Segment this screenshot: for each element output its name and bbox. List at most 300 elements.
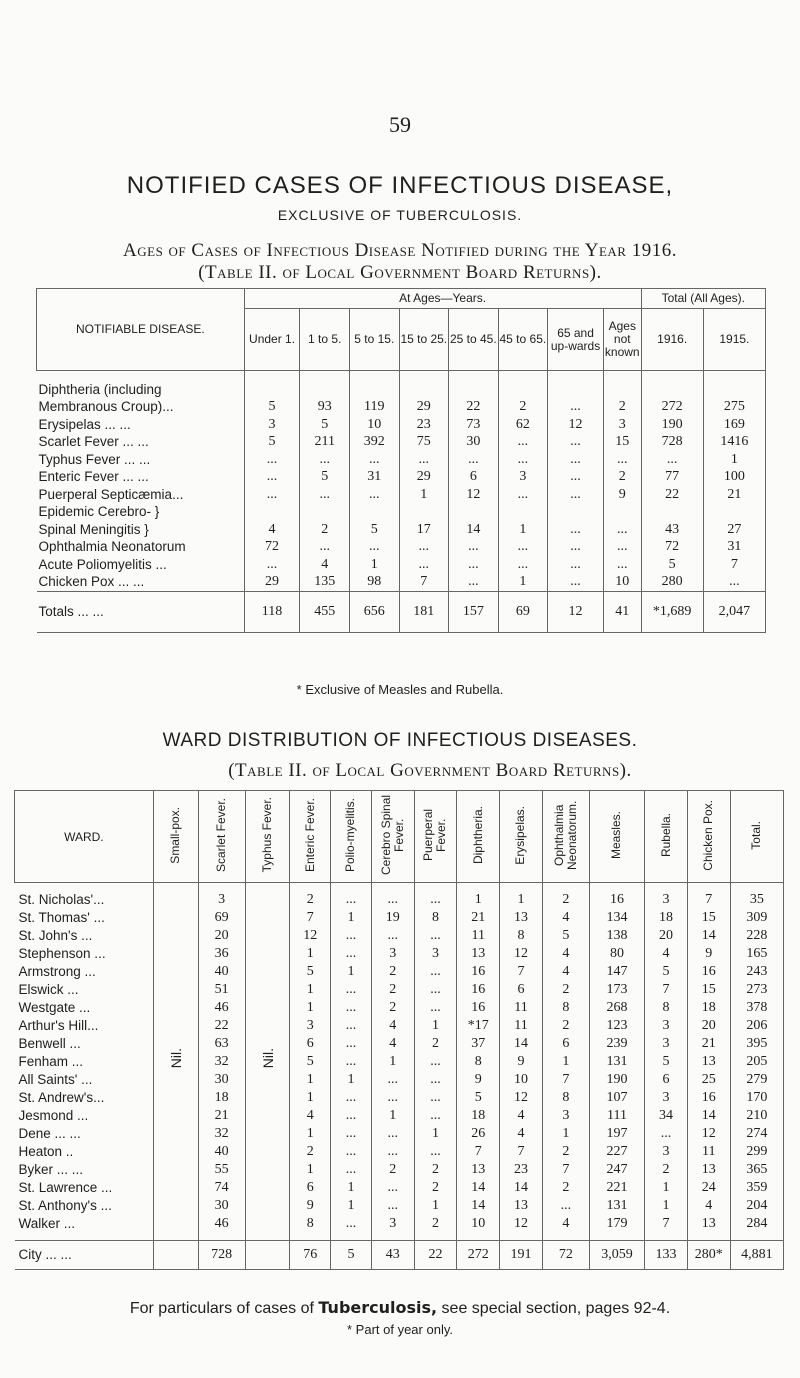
table-cell: 7 — [500, 963, 543, 981]
table-cell: ... — [414, 1143, 457, 1161]
table-cell: 11 — [500, 999, 543, 1017]
table-cell: 275 — [703, 398, 765, 416]
table-cell: 6 — [645, 1071, 688, 1089]
table-row — [15, 1125, 784, 1143]
ward-name: All Saints' ... — [15, 1071, 154, 1089]
table-cell: ... — [548, 538, 604, 556]
header-col-label: Enteric Fever. — [302, 797, 317, 873]
header-col-3 — [290, 791, 331, 883]
table-cell: ... — [331, 1089, 372, 1107]
table-cell: 10 — [603, 573, 641, 591]
table-cell: 12 — [500, 1215, 543, 1233]
table-cell: 6 — [449, 468, 499, 486]
table-cell: ... — [300, 538, 350, 556]
table-cell: ... — [331, 999, 372, 1017]
header-col-label: Rubella. — [658, 812, 673, 858]
table-cell — [603, 503, 641, 521]
table-cell: 1 — [645, 1179, 688, 1197]
table-cell: 73 — [449, 416, 499, 434]
ward-name: Jesmond ... — [15, 1107, 154, 1125]
ages-table — [36, 288, 766, 633]
table-cell: ... — [331, 1215, 372, 1233]
table2-caption-line2: (Table II. of Local Government Board Returns). — [228, 760, 632, 781]
table-cell: 4 — [244, 521, 300, 539]
table-cell: ... — [331, 891, 372, 909]
table-cell: 7 — [500, 1143, 543, 1161]
table-cell: 8 — [645, 999, 688, 1017]
table-cell: 2 — [290, 1143, 331, 1161]
ward-name: Stephenson ... — [15, 945, 154, 963]
table-cell: ... — [331, 945, 372, 963]
totals-cell: 455 — [300, 591, 350, 632]
table-row — [37, 556, 766, 574]
table-cell: ... — [300, 486, 350, 504]
table-cell: 15 — [603, 433, 641, 451]
table-cell — [449, 503, 499, 521]
totals-cell: 41 — [603, 591, 641, 632]
table-cell: 14 — [457, 1197, 500, 1215]
table-cell: 123 — [589, 1017, 644, 1035]
table-cell — [300, 503, 350, 521]
table-cell: 12 — [500, 1089, 543, 1107]
header-col-6 — [414, 791, 457, 883]
table-row — [15, 1089, 784, 1107]
footer-suffix: see special section, pages 92-4. — [441, 1300, 671, 1317]
table-cell — [603, 381, 641, 399]
table-cell: 272 — [641, 398, 703, 416]
table-cell: 197 — [589, 1125, 644, 1143]
table-cell: 18 — [687, 999, 730, 1017]
totals-cell: 69 — [498, 591, 548, 632]
nil-label: Nil. — [167, 1048, 184, 1069]
table-cell: 1 — [414, 1125, 457, 1143]
table-cell: 12 — [449, 486, 499, 504]
table-cell: 2 — [498, 398, 548, 416]
table-cell: ... — [414, 981, 457, 999]
table-cell: 165 — [730, 945, 783, 963]
table-cell: ... — [414, 891, 457, 909]
table-cell: 18 — [198, 1089, 245, 1107]
header-col-1 — [198, 791, 245, 883]
table-cell: 2 — [371, 1161, 414, 1179]
table-cell: ... — [449, 451, 499, 469]
table-cell: 8 — [457, 1053, 500, 1071]
table-cell: 279 — [730, 1071, 783, 1089]
ward-name: Arthur's Hill... — [15, 1017, 154, 1035]
header-ward: WARD. — [15, 791, 154, 883]
ward-table — [14, 790, 784, 1270]
totals-cell: 157 — [449, 591, 499, 632]
ward-name: Benwell ... — [15, 1035, 154, 1053]
table-cell: 25 — [687, 1071, 730, 1089]
table-row — [15, 1179, 784, 1197]
table-cell: 22 — [198, 1017, 245, 1035]
ward-name: St. Lawrence ... — [15, 1179, 154, 1197]
table-row — [15, 1035, 784, 1053]
header-age-6: 65 and up-wards — [548, 309, 604, 371]
table-cell: ... — [244, 556, 300, 574]
table-cell — [703, 503, 765, 521]
table-cell: 22 — [641, 486, 703, 504]
table-cell: 2 — [414, 1215, 457, 1233]
table-cell: 11 — [687, 1143, 730, 1161]
disease-name: Puerperal Septicæmia... — [37, 486, 245, 504]
disease-name: Scarlet Fever ... ... — [37, 433, 245, 451]
table-cell: 2 — [645, 1161, 688, 1179]
table-cell: 2 — [603, 398, 641, 416]
table-cell: 1 — [542, 1125, 589, 1143]
ward-name: St. Anthony's ... — [15, 1197, 154, 1215]
footer-asterisk-note: * Part of year only. — [347, 1322, 453, 1337]
table-cell: 1 — [371, 1053, 414, 1071]
table-cell: ... — [399, 538, 449, 556]
table-cell: 131 — [589, 1197, 644, 1215]
table-cell: 239 — [589, 1035, 644, 1053]
ward-name: St. Andrew's... — [15, 1089, 154, 1107]
table-cell: 63 — [198, 1035, 245, 1053]
table-cell: 37 — [457, 1035, 500, 1053]
table-cell: 2 — [542, 981, 589, 999]
table-cell: 3 — [198, 891, 245, 909]
table-cell: ... — [498, 486, 548, 504]
table-cell: 3 — [290, 1017, 331, 1035]
totals-cell: 2,047 — [703, 591, 765, 632]
table-cell: 243 — [730, 963, 783, 981]
table-cell: ... — [498, 556, 548, 574]
table-cell: 29 — [244, 573, 300, 591]
table-cell: 5 — [645, 963, 688, 981]
table-cell: 12 — [687, 1125, 730, 1143]
table-row — [15, 1215, 784, 1233]
table-cell: 22 — [449, 398, 499, 416]
disease-name: Diphtheria (including — [37, 381, 245, 399]
table-cell: 15 — [687, 909, 730, 927]
table-cell: 34 — [645, 1107, 688, 1125]
table-cell: ... — [414, 1053, 457, 1071]
table-cell: 11 — [500, 1017, 543, 1035]
table-cell — [244, 381, 300, 399]
table-cell: 107 — [589, 1089, 644, 1107]
table-cell: 1 — [331, 1071, 372, 1089]
table-row — [37, 503, 766, 521]
table-cell: 26 — [457, 1125, 500, 1143]
table-cell: 728 — [641, 433, 703, 451]
header-col-0 — [153, 791, 198, 883]
table-cell: ... — [371, 1125, 414, 1143]
table-cell: 4 — [371, 1035, 414, 1053]
table-row — [37, 433, 766, 451]
table-cell: 14 — [500, 1179, 543, 1197]
ward-name: St. Thomas' ... — [15, 909, 154, 927]
disease-name: Chicken Pox ... ... — [37, 573, 245, 591]
table-cell: 3 — [244, 416, 300, 434]
table-cell: 205 — [730, 1053, 783, 1071]
table-cell: 10 — [457, 1215, 500, 1233]
table-cell: 31 — [703, 538, 765, 556]
ward-name: Byker ... ... — [15, 1161, 154, 1179]
city-cell: 3,059 — [589, 1241, 644, 1270]
totals-cell: 181 — [399, 591, 449, 632]
table-row — [37, 398, 766, 416]
table-cell: 2 — [414, 1035, 457, 1053]
header-age-5: 45 to 65. — [498, 309, 548, 371]
table-cell: 4 — [300, 556, 350, 574]
table-cell: 3 — [645, 891, 688, 909]
table-cell: 13 — [687, 1161, 730, 1179]
table-cell: 7 — [645, 1215, 688, 1233]
table-row — [15, 1143, 784, 1161]
table-row — [37, 468, 766, 486]
header-age-2: 5 to 15. — [350, 309, 400, 371]
ward-name: Dene ... ... — [15, 1125, 154, 1143]
table-cell: 23 — [500, 1161, 543, 1179]
table1-caption-line1: Ages of Cases of Infectious Disease Notified during the Year 1916. — [123, 240, 677, 261]
table-cell: 16 — [457, 999, 500, 1017]
table-cell: 72 — [641, 538, 703, 556]
table-cell: 15 — [687, 981, 730, 999]
ward-name: Heaton .. — [15, 1143, 154, 1161]
table-cell: 247 — [589, 1161, 644, 1179]
table-cell: 190 — [589, 1071, 644, 1089]
table-cell: 77 — [641, 468, 703, 486]
table-cell: 14 — [457, 1179, 500, 1197]
totals-label: Totals ... ... — [37, 591, 245, 632]
city-label: City ... ... — [15, 1241, 154, 1270]
table-cell: 12 — [548, 416, 604, 434]
table-cell: ... — [331, 1017, 372, 1035]
table-cell: 227 — [589, 1143, 644, 1161]
table-cell: 4 — [542, 945, 589, 963]
table-cell: 147 — [589, 963, 644, 981]
table-cell: 1 — [498, 521, 548, 539]
page-number: 59 — [389, 112, 411, 137]
table-cell: 29 — [399, 398, 449, 416]
table-cell: 206 — [730, 1017, 783, 1035]
table-cell: 9 — [603, 486, 641, 504]
table-cell: 36 — [198, 945, 245, 963]
table-cell: ... — [548, 468, 604, 486]
table-cell: 14 — [500, 1035, 543, 1053]
city-cell: 72 — [542, 1241, 589, 1270]
table-cell: 13 — [500, 1197, 543, 1215]
table-cell: 204 — [730, 1197, 783, 1215]
table-cell: 3 — [371, 945, 414, 963]
table-cell: 7 — [687, 891, 730, 909]
header-col-label: Total. — [749, 820, 764, 850]
table-cell — [548, 503, 604, 521]
table-cell: 1 — [498, 573, 548, 591]
table-cell: 7 — [645, 981, 688, 999]
table-cell: ... — [244, 468, 300, 486]
table-cell: 5 — [300, 416, 350, 434]
header-age-7: Ages not known — [603, 309, 641, 371]
table-cell: 7 — [703, 556, 765, 574]
city-cell: 4,881 — [730, 1241, 783, 1270]
table-cell: 5 — [645, 1053, 688, 1071]
table-cell: ... — [331, 981, 372, 999]
city-cell: 191 — [500, 1241, 543, 1270]
table-cell: 274 — [730, 1125, 783, 1143]
table-cell: 6 — [290, 1179, 331, 1197]
table-cell: ... — [498, 451, 548, 469]
table-cell: 51 — [198, 981, 245, 999]
table-cell: 1 — [290, 981, 331, 999]
table-cell: 7 — [542, 1161, 589, 1179]
table-cell: 98 — [350, 573, 400, 591]
city-cell: 76 — [290, 1241, 331, 1270]
table-cell: 21 — [687, 1035, 730, 1053]
table-cell: ... — [399, 556, 449, 574]
table-row — [15, 927, 784, 945]
table-cell: 74 — [198, 1179, 245, 1197]
disease-name: Membranous Croup)... — [37, 398, 245, 416]
table-cell: 8 — [542, 999, 589, 1017]
table-cell: 72 — [244, 538, 300, 556]
ward-name: St. Nicholas'... — [15, 891, 154, 909]
table-cell: 2 — [290, 891, 331, 909]
header-total-0: 1916. — [641, 309, 703, 371]
table-row — [15, 1071, 784, 1089]
table-cell: 5 — [290, 1053, 331, 1071]
table-cell: ... — [603, 556, 641, 574]
table-cell — [350, 381, 400, 399]
disease-name: Spinal Meningitis } — [37, 521, 245, 539]
table-row — [37, 451, 766, 469]
table-row — [15, 945, 784, 963]
table-cell: 12 — [290, 927, 331, 945]
table-cell: 55 — [198, 1161, 245, 1179]
table-cell: 1 — [414, 1017, 457, 1035]
header-col-4 — [331, 791, 372, 883]
table-cell: 21 — [198, 1107, 245, 1125]
disease-name: Erysipelas ... ... — [37, 416, 245, 434]
table-cell: 43 — [641, 521, 703, 539]
table-cell: 2 — [542, 1143, 589, 1161]
table-cell: 1 — [500, 891, 543, 909]
table-cell: ... — [414, 999, 457, 1017]
header-col-13 — [730, 791, 783, 883]
table-row — [37, 486, 766, 504]
header-col-label: Measles. — [609, 810, 624, 860]
table-cell: 8 — [414, 909, 457, 927]
table-row — [15, 1017, 784, 1035]
city-cell: 133 — [645, 1241, 688, 1270]
table-cell: 179 — [589, 1215, 644, 1233]
table-cell: 20 — [645, 927, 688, 945]
table-cell: ... — [414, 1089, 457, 1107]
table-cell: ... — [548, 433, 604, 451]
table-cell: 18 — [457, 1107, 500, 1125]
totals-cell: 12 — [548, 591, 604, 632]
table-cell: 100 — [703, 468, 765, 486]
table-cell: 40 — [198, 1143, 245, 1161]
table-cell: 359 — [730, 1179, 783, 1197]
table-cell: ... — [449, 538, 499, 556]
table-cell: 4 — [371, 1017, 414, 1035]
table-cell — [350, 503, 400, 521]
table-cell: 5 — [244, 398, 300, 416]
table-cell: 1 — [399, 486, 449, 504]
table-cell: 3 — [371, 1215, 414, 1233]
footer-note — [0, 1298, 800, 1318]
table-cell: 170 — [730, 1089, 783, 1107]
table-cell: 13 — [687, 1053, 730, 1071]
table-cell: 13 — [500, 909, 543, 927]
table-cell: 190 — [641, 416, 703, 434]
table-cell: 1 — [290, 1161, 331, 1179]
table-cell: 30 — [198, 1071, 245, 1089]
ward-name: St. John's ... — [15, 927, 154, 945]
table-cell: ... — [414, 927, 457, 945]
table-cell: 1 — [703, 451, 765, 469]
city-cell: 280* — [687, 1241, 730, 1270]
table-cell: ... — [645, 1125, 688, 1143]
table-row — [15, 981, 784, 999]
header-col-11 — [645, 791, 688, 883]
table-cell: 13 — [457, 1161, 500, 1179]
table-cell: 9 — [290, 1197, 331, 1215]
table-cell: ... — [548, 486, 604, 504]
table-cell: 4 — [687, 1197, 730, 1215]
page-title: NOTIFIED CASES OF INFECTIOUS DISEASE, — [126, 172, 674, 199]
table-cell: 4 — [542, 1215, 589, 1233]
table-cell: 228 — [730, 927, 783, 945]
table-cell: 31 — [350, 468, 400, 486]
ward-name: Elswick ... — [15, 981, 154, 999]
smallpox-nil — [153, 891, 198, 1233]
table-cell: ... — [498, 538, 548, 556]
table-cell: 4 — [500, 1107, 543, 1125]
table-cell: 111 — [589, 1107, 644, 1125]
table-cell: 280 — [641, 573, 703, 591]
disease-name: Acute Poliomyelitis ... — [37, 556, 245, 574]
table-row — [37, 538, 766, 556]
city-cell: 728 — [198, 1241, 245, 1270]
table-cell: ... — [548, 556, 604, 574]
header-col-12 — [687, 791, 730, 883]
table-cell: ... — [244, 486, 300, 504]
table-cell: 75 — [399, 433, 449, 451]
table-cell: 1 — [371, 1107, 414, 1125]
header-col-label: Puerperal Fever. — [421, 808, 449, 862]
totals-cell: 656 — [350, 591, 400, 632]
table-cell: 173 — [589, 981, 644, 999]
table-cell: 4 — [500, 1125, 543, 1143]
table-cell: 2 — [371, 963, 414, 981]
table-cell: ... — [371, 1179, 414, 1197]
table-cell: ... — [548, 451, 604, 469]
table-cell: ... — [350, 486, 400, 504]
table-cell: 30 — [198, 1197, 245, 1215]
table-cell: 30 — [449, 433, 499, 451]
table-cell: 19 — [371, 909, 414, 927]
table-cell: 9 — [457, 1071, 500, 1089]
totals-cell: *1,689 — [641, 591, 703, 632]
table-cell: 20 — [687, 1017, 730, 1035]
table-cell: 2 — [542, 1017, 589, 1035]
header-ages-group: At Ages—Years. — [244, 289, 641, 309]
table-cell — [641, 381, 703, 399]
table-cell: 16 — [687, 1089, 730, 1107]
table-cell: 392 — [350, 433, 400, 451]
table-cell: 29 — [399, 468, 449, 486]
header-col-label: Erysipelas. — [513, 805, 528, 865]
table-cell: 3 — [414, 945, 457, 963]
table-cell: 7 — [290, 909, 331, 927]
table-cell: 7 — [457, 1143, 500, 1161]
table-cell: ... — [603, 521, 641, 539]
table-cell: 9 — [500, 1053, 543, 1071]
